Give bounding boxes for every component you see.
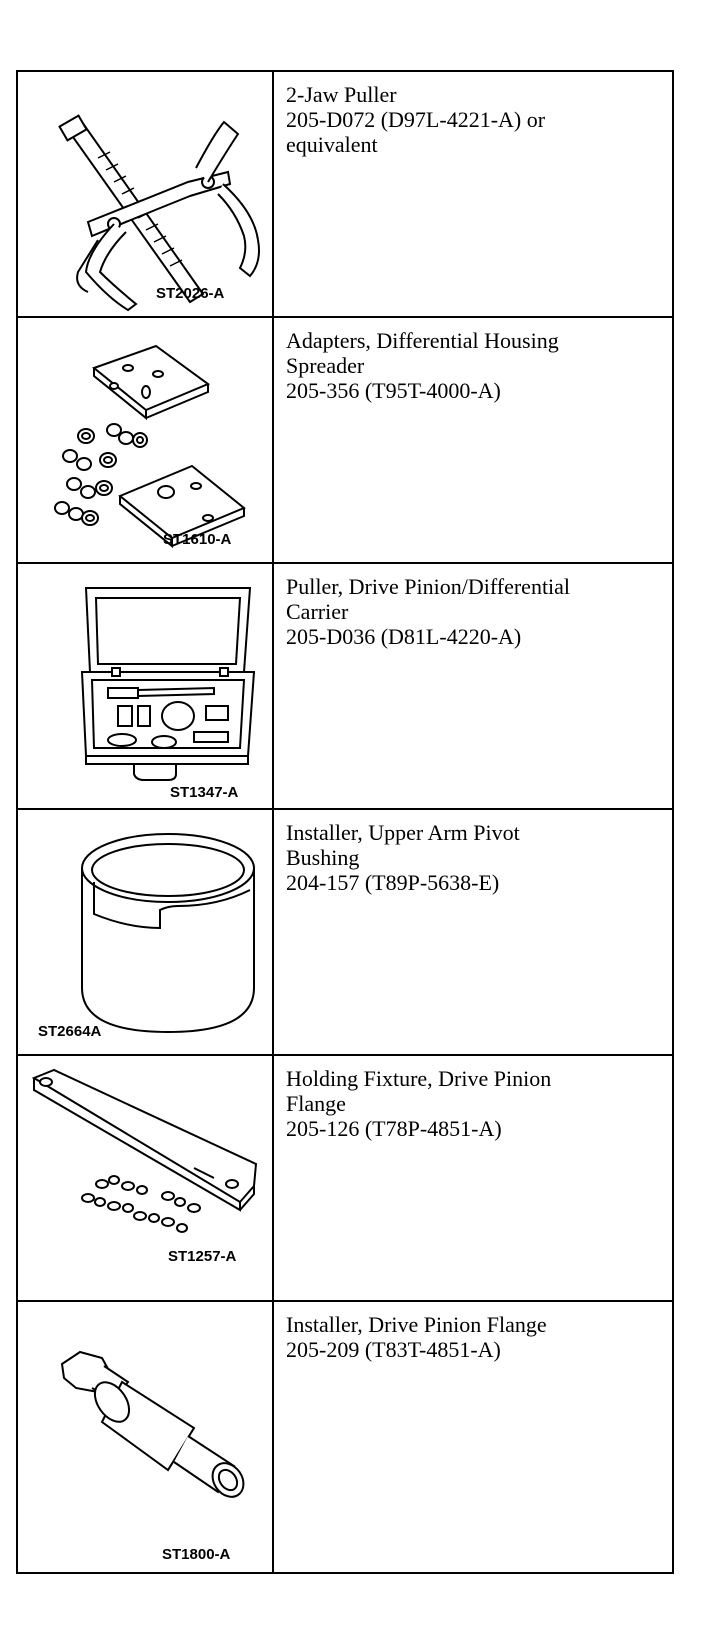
tool-description bbox=[274, 564, 672, 808]
special-tools-table bbox=[16, 70, 674, 1574]
tool-code: ST1347-A bbox=[170, 784, 239, 801]
puller-kit-case-icon bbox=[18, 564, 272, 808]
description-line: equivalent bbox=[286, 132, 378, 157]
tool-description bbox=[274, 1056, 672, 1300]
tool-code: ST1610-A bbox=[163, 531, 232, 548]
tool-code: ST2026-A bbox=[156, 285, 225, 302]
description-line: Adapters, Differential Housing bbox=[286, 328, 559, 353]
description-line: 205-209 (T83T-4851-A) bbox=[286, 1337, 501, 1362]
description-line: 205-356 (T95T-4000-A) bbox=[286, 378, 501, 403]
illustration-cell bbox=[18, 318, 274, 562]
description-line: Installer, Drive Pinion Flange bbox=[286, 1312, 547, 1337]
tool-description bbox=[274, 1302, 672, 1572]
description-line: Holding Fixture, Drive Pinion bbox=[286, 1066, 552, 1091]
description-line: Spreader bbox=[286, 353, 365, 378]
table-row bbox=[18, 564, 672, 810]
description-line: Flange bbox=[286, 1091, 346, 1116]
tool-description bbox=[274, 810, 672, 1054]
tool-code: ST1257-A bbox=[168, 1248, 237, 1265]
description-line: Puller, Drive Pinion/Differential bbox=[286, 574, 571, 599]
description-line: 204-157 (T89P-5638-E) bbox=[286, 870, 500, 895]
tool-description bbox=[274, 318, 672, 562]
illustration-cell bbox=[18, 810, 274, 1054]
tool-code: ST1800-A bbox=[162, 1546, 231, 1563]
illustration-cell bbox=[18, 72, 274, 316]
description-line: 205-126 (T78P-4851-A) bbox=[286, 1116, 502, 1141]
flange-installer-icon bbox=[18, 1302, 272, 1570]
two-jaw-puller-icon bbox=[18, 72, 272, 316]
description-line: Bushing bbox=[286, 845, 360, 870]
description-line: Carrier bbox=[286, 599, 349, 624]
table-row bbox=[18, 318, 672, 564]
tool-code: ST2664A bbox=[38, 1023, 102, 1040]
table-row bbox=[18, 810, 672, 1056]
bushing-installer-cup-icon bbox=[18, 810, 272, 1054]
description-line: 2-Jaw Puller bbox=[286, 82, 397, 107]
table-row bbox=[18, 72, 672, 318]
illustration-cell bbox=[18, 1056, 274, 1300]
table-row bbox=[18, 1056, 672, 1302]
housing-spreader-adapters-icon bbox=[18, 318, 272, 562]
illustration-cell bbox=[18, 564, 274, 808]
description-line: 205-D036 (D81L-4220-A) bbox=[286, 624, 522, 649]
description-line: 205-D072 (D97L-4221-A) or bbox=[286, 107, 546, 132]
tool-description bbox=[274, 72, 672, 316]
table-row bbox=[18, 1302, 672, 1572]
illustration-cell bbox=[18, 1302, 274, 1572]
description-line: Installer, Upper Arm Pivot bbox=[286, 820, 520, 845]
